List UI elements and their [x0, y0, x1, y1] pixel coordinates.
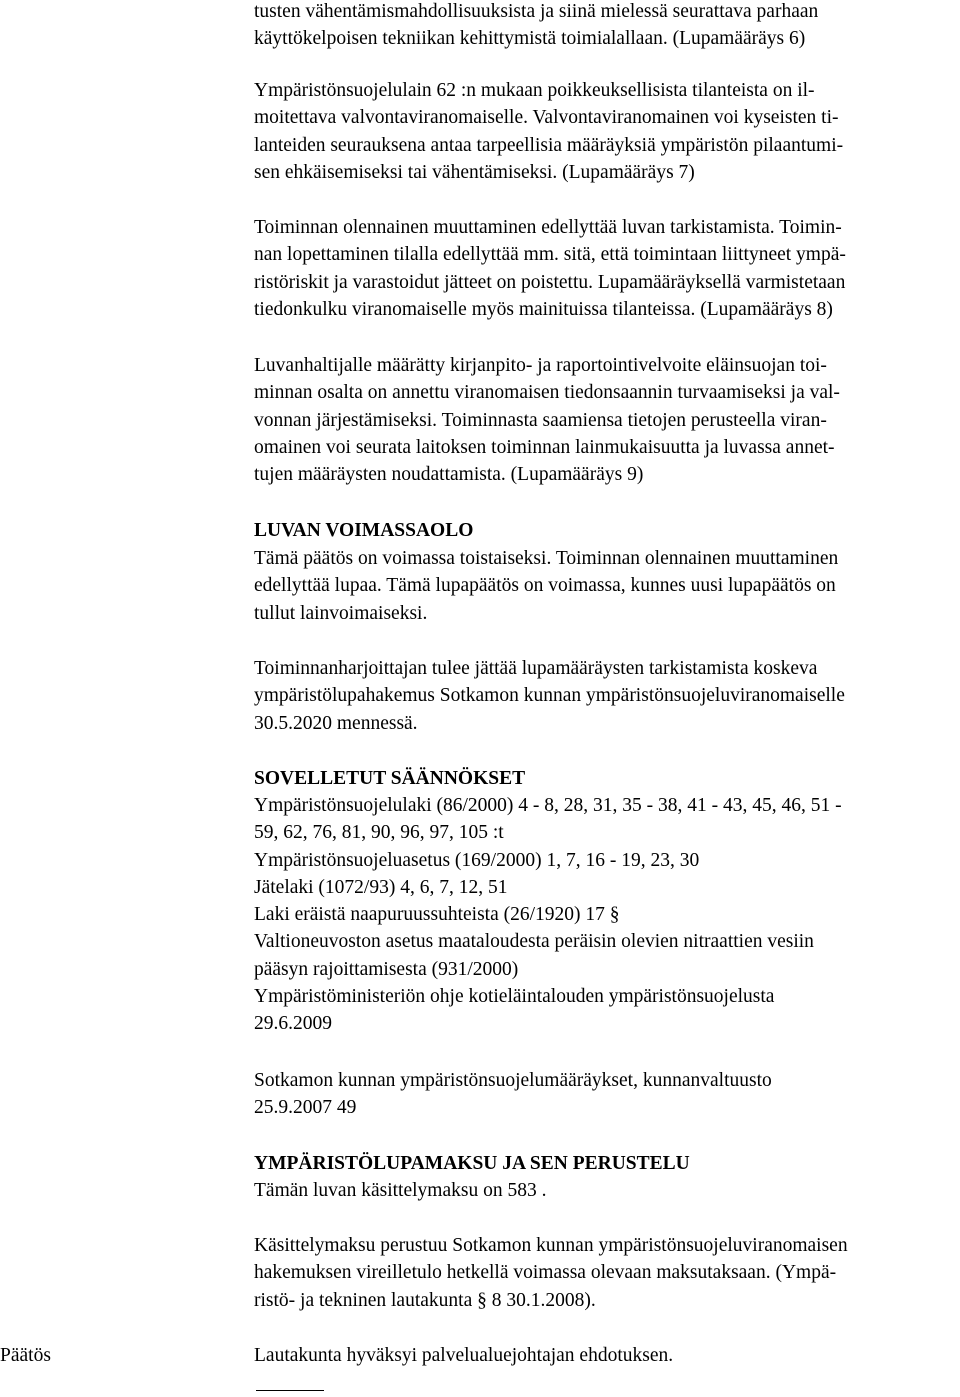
text-line: Ympäristönsuojelulaki (86/2000) 4 - 8, 28, 31, 35 - 38, 41 - 43, 45, 46, 51 - [254, 795, 842, 816]
text-line: ristö- ja tekninen lautakunta § 8 30.1.2008). [254, 1289, 596, 1311]
paragraph-p3 [254, 352, 840, 488]
paragraph-p9 [254, 1232, 848, 1314]
text-line: Lautakunta hyväksyi palvelualuejohtajan ehdotuksen. [254, 1345, 674, 1366]
text-line: ympäristölupahakemus Sotkamon kunnan ympäristönsuojeluviranomaiselle [254, 685, 845, 707]
text-line: Ympäristöministeriön ohje kotieläintalouden ympäristönsuojelusta [254, 986, 775, 1008]
section-heading-sovelletut-saannokset: SOVELLETUT SÄÄNNÖKSET [254, 768, 526, 789]
text-line: tullut lainvoimaiseksi. [254, 602, 428, 624]
text-line: Jätelaki (1072/93) 4, 6, 7, 12, 51 [254, 876, 508, 898]
text-line: moitettava valvontaviranomaiselle. Valvontaviranomainen voi kyseisten ti- [254, 107, 839, 129]
text-line: Toiminnan olennainen muuttaminen edellyttää luvan tarkistamista. Toimin- [254, 217, 842, 238]
text-line: omainen voi seurata laitoksen toiminnan lainmukaisuutta ja luvassa annet- [254, 436, 835, 458]
paragraph-p0 [254, 0, 818, 53]
text-line: Laki eräistä naapuruussuhteista (26/1920) 17 § [254, 904, 620, 926]
text-line: 25.9.2007 49 [254, 1097, 357, 1119]
text-line: hakemuksen vireilletulo hetkellä voimassa olevaan maksutaksaan. (Ympä- [254, 1262, 837, 1284]
text-line: 29.6.2009 [254, 1013, 332, 1035]
text-line: lanteiden seurauksena antaa tarpeellisia määräyksiä ympäristön pilaantumi- [254, 134, 844, 156]
section-heading-luvan-voimassaolo: LUVAN VOIMASSAOLO [254, 520, 474, 541]
text-line: edellyttää lupaa. Tämä lupapäätös on voimassa, kunnes uusi lupapäätös on [254, 575, 836, 597]
text-line: Tämä päätös on voimassa toistaiseksi. Toiminnan olennainen muuttaminen [254, 548, 839, 569]
text-line: Ympäristönsuojeluasetus (169/2000) 1, 7, 16 - 19, 23, 30 [254, 849, 700, 871]
text-line: Valtioneuvoston asetus maataloudesta peräisin olevien nitraattien vesiin [254, 931, 814, 953]
text-line: minnan osalta on annettu viranomaisen tiedonsaannin turvaamiseksi ja val- [254, 382, 840, 404]
paragraph-p4 [254, 545, 838, 627]
text-line: Toiminnanharjoittajan tulee jättää lupamääräysten tarkistamista koskeva [254, 658, 818, 679]
text-line: Tämän luvan käsittelymaksu on 583 . [254, 1180, 547, 1201]
side-label-paatos: Päätös [0, 1345, 51, 1366]
text-line: ristöriskit ja varastoidut jätteet on poistettu. Lupamääräyksellä varmistetaan [254, 271, 846, 293]
text-line: tiedonkulku viranomaiselle myös mainituissa tilanteissa. (Lupamääräys 8) [254, 298, 833, 320]
section-heading-ymparistolupamaksu: YMPÄRISTÖLUPAMAKSU JA SEN PERUSTELU [254, 1153, 690, 1174]
text-line: 59, 62, 76, 81, 90, 96, 97, 105 :t [254, 822, 504, 844]
paragraph-p10 [254, 1342, 673, 1369]
paragraph-p2 [254, 214, 846, 323]
text-line: tusten vähentämismahdollisuuksista ja siinä mielessä seurattava parhaan [254, 1, 819, 22]
text-line: Luvanhaltijalle määrätty kirjanpito- ja raportointivelvoite eläinsuojan toi- [254, 355, 827, 376]
paragraph-p7 [254, 1067, 772, 1122]
text-line: Sotkamon kunnan ympäristönsuojelumääräykset, kunnanvaltuusto [254, 1070, 772, 1091]
text-line: tujen määräysten noudattamista. (Lupamääräys 9) [254, 464, 644, 486]
paragraph-p8 [254, 1177, 546, 1204]
paragraph-p6 [254, 792, 842, 1038]
signature-divider-line [256, 1390, 324, 1391]
text-line: 30.5.2020 mennessä. [254, 712, 418, 734]
text-line: käyttökelpoisen tekniikan kehittymistä toimialallaan. (Lupamääräys 6) [254, 28, 806, 50]
text-line: sen ehkäisemiseksi tai vähentämiseksi. (Lupamääräys 7) [254, 161, 695, 183]
text-line: vonnan järjestämiseksi. Toiminnasta saamiensa tietojen perusteella viran- [254, 409, 827, 431]
paragraph-p1 [254, 77, 843, 186]
paragraph-p5 [254, 655, 845, 737]
text-line: Käsittelymaksu perustuu Sotkamon kunnan ympäristönsuojeluviranomaisen [254, 1235, 848, 1256]
text-line: nan lopettaminen tilalla edellyttää mm. sitä, että toimintaan liittyneet ympä- [254, 244, 846, 266]
text-line: pääsyn rajoittamisesta (931/2000) [254, 958, 519, 980]
text-line: Ympäristönsuojelulain 62 :n mukaan poikkeuksellisista tilanteista on il- [254, 80, 815, 101]
